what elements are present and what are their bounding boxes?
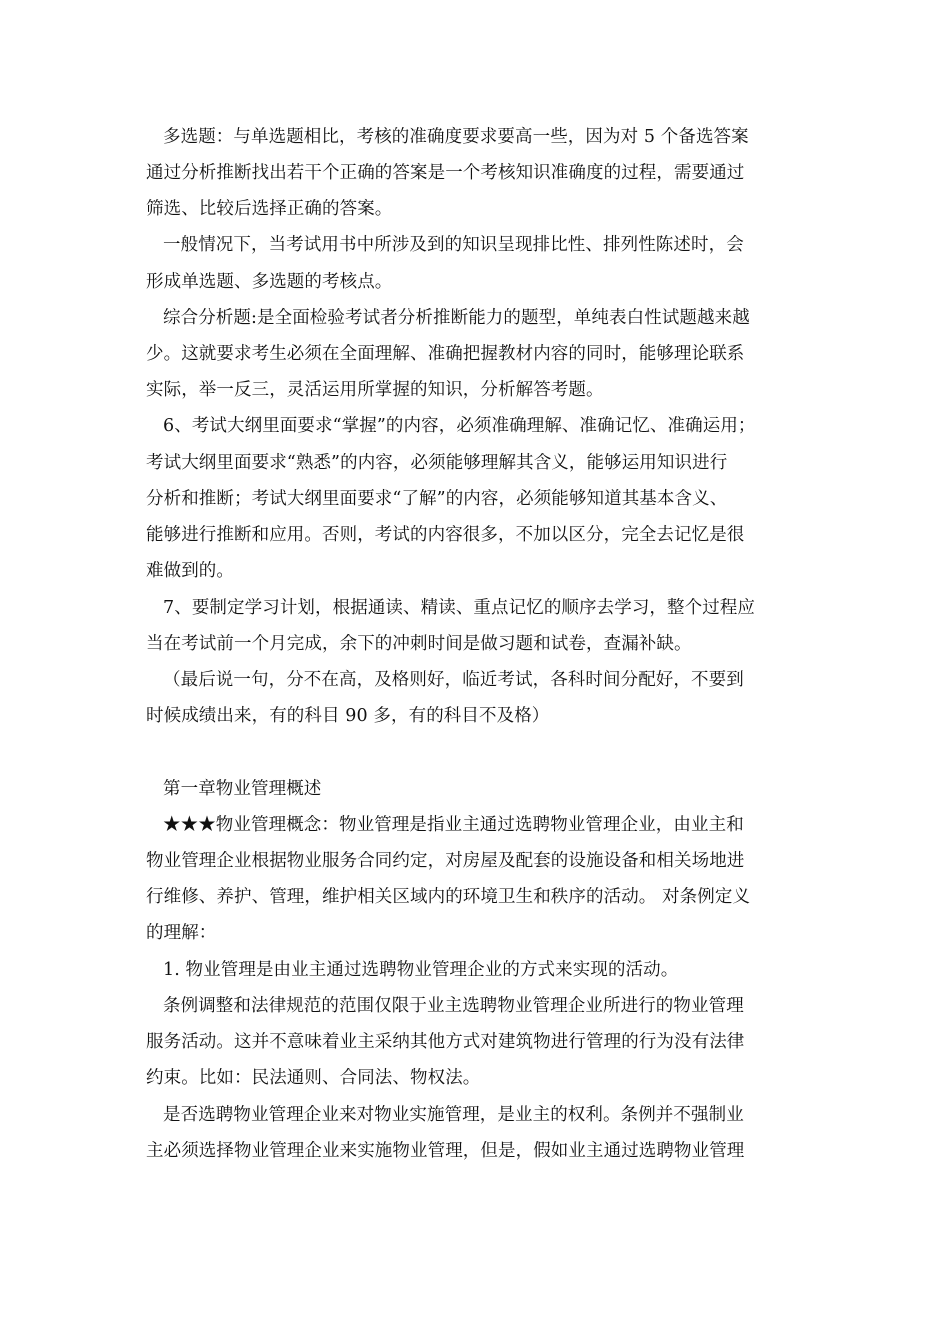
paragraph-line: 通过分析推断找出若干个正确的答案是一个考核知识准确度的过程，需要通过 (146, 163, 745, 183)
paragraph-line: 考试大纲里面要求“熟悉”的内容，必须能够理解其含义，能够运用知识进行 (146, 453, 728, 473)
paragraph-line: 的理解： (146, 923, 217, 943)
paragraph-line: 难做到的。 (146, 561, 234, 581)
paragraph-line: 主必须选择物业管理企业来实施物业管理，但是，假如业主通过选聘物业管理 (146, 1141, 745, 1161)
paragraph-line: 是否选聘物业管理企业来对物业实施管理，是业主的权利。条例并不强制业 (163, 1105, 744, 1125)
paragraph-line: 条例调整和法律规范的范围仅限于业主选聘物业管理企业所进行的物业管理 (163, 996, 744, 1016)
paragraph-line: 7、要制定学习计划，根据通读、精读、重点记忆的顺序去学习，整个过程应 (163, 598, 756, 618)
paragraph-line: 约束。比如：民法通则、合同法、物权法。 (146, 1068, 481, 1088)
paragraph-line: 6、考试大纲里面要求“掌握”的内容，必须准确理解、准确记忆、准确运用； (163, 416, 756, 436)
chapter-heading: 第一章物业管理概述 (163, 779, 322, 799)
paragraph-line: 综合分析题:是全面检验考试者分析推断能力的题型，单纯表白性试题越来越 (163, 308, 750, 328)
paragraph-line: 分析和推断；考试大纲里面要求“了解”的内容，必须能够知道其基本含义、 (146, 489, 728, 509)
paragraph-line: 筛选、比较后选择正确的答案。 (146, 199, 393, 219)
paragraph-line: 行维修、养护、管理，维护相关区域内的环境卫生和秩序的活动。 对条例定义 (146, 887, 751, 907)
paragraph-line: 实际，举一反三，灵活运用所掌握的知识，分析解答考题。 (146, 380, 604, 400)
paragraph-line: ★★★物业管理概念：物业管理是指业主通过选聘物业管理企业，由业主和 (163, 815, 744, 835)
paragraph-line: 一般情况下，当考试用书中所涉及到的知识呈现排比性、排列性陈述时，会 (163, 235, 744, 255)
paragraph-line: 形成单选题、多选题的考核点。 (146, 272, 393, 292)
paragraph-line: 服务活动。这并不意味着业主采纳其他方式对建筑物进行管理的行为没有法律 (146, 1032, 745, 1052)
paragraph-line: 物业管理企业根据物业服务合同约定，对房屋及配套的设施设备和相关场地进 (146, 851, 745, 871)
paragraph-line: 多选题：与单选题相比，考核的准确度要求要高一些，因为对 5 个备选答案 (163, 127, 749, 147)
list-item: 1. 物业管理是由业主通过选聘物业管理企业的方式来实现的活动。 (163, 960, 679, 980)
paragraph-line: 能够进行推断和应用。否则，考试的内容很多，不加以区分，完全去记忆是很 (146, 525, 745, 545)
paragraph-line: （最后说一句，分不在高，及格则好，临近考试，各科时间分配好，不要到 (163, 670, 744, 690)
paragraph-line: 少。这就要求考生必须在全面理解、准确把握教材内容的同时，能够理论联系 (146, 344, 745, 364)
paragraph-line: 当在考试前一个月完成，余下的冲刺时间是做习题和试卷，查漏补缺。 (146, 634, 692, 654)
paragraph-line: 时候成绩出来，有的科目 90 多，有的科目不及格） (146, 706, 550, 726)
